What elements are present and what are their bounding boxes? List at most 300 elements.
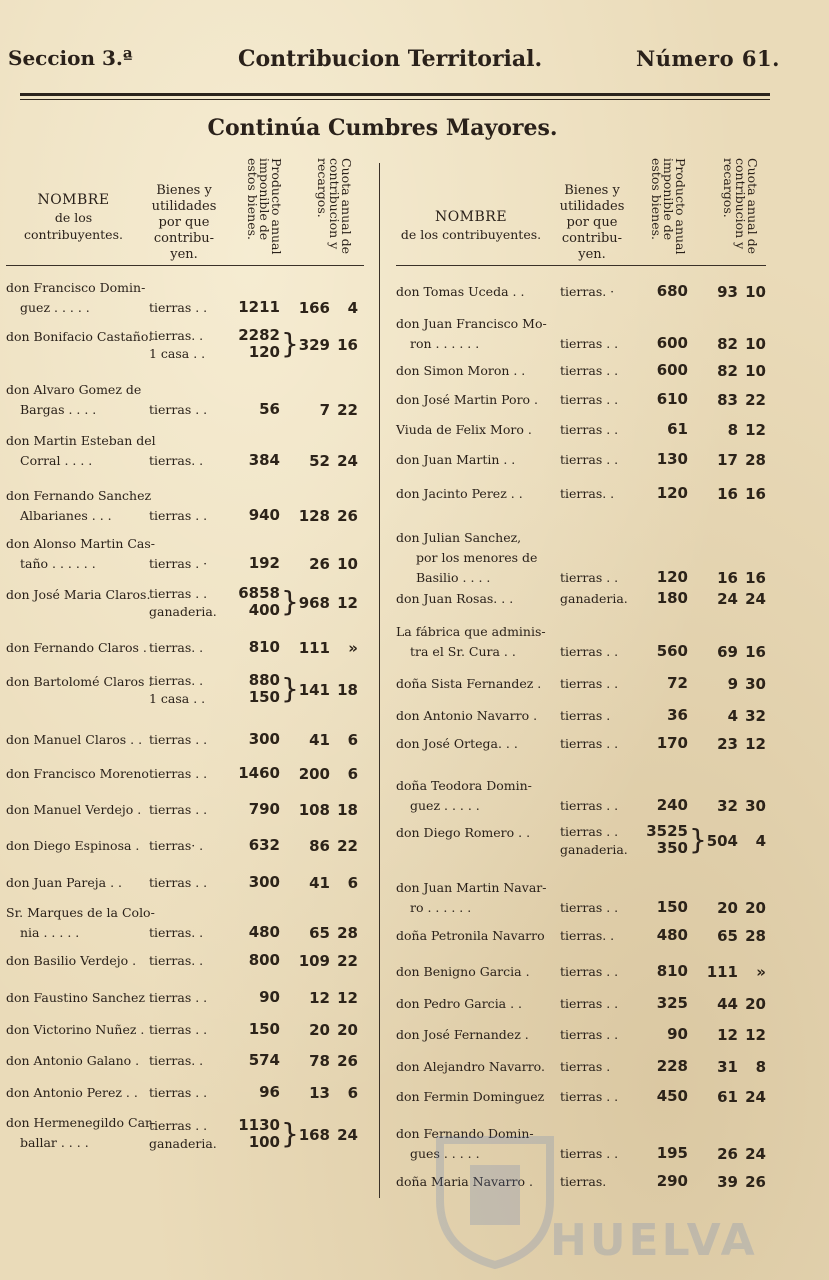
bienes-cell xyxy=(560,283,614,301)
contributor-name-line: taño . . . . . . xyxy=(20,556,96,571)
contributor-name-line: don José Ortega. . . xyxy=(396,736,518,751)
contributor-name xyxy=(396,589,513,609)
header-bienes xyxy=(556,183,628,263)
cuota-maravedis: 10 xyxy=(337,555,358,573)
contributor-name xyxy=(6,1020,144,1040)
page-number: Número 61. xyxy=(636,46,780,71)
producto-cell xyxy=(228,507,280,524)
watermark-text: HUELVA xyxy=(550,1215,758,1266)
contributor-name-line: doña Maria Navarro . xyxy=(396,1174,533,1189)
producto-cell xyxy=(636,421,688,438)
producto-value: 56 xyxy=(259,400,280,418)
cuota-reales: 26 xyxy=(309,555,330,573)
contributor-name-line: don Juan Pareja . . xyxy=(6,875,122,890)
locality-subtitle: Continúa Cumbres Mayores. xyxy=(207,115,558,141)
producto-value: 810 xyxy=(248,638,280,656)
contributor-name xyxy=(6,730,142,750)
cuota-maravedis: 26 xyxy=(337,507,358,525)
producto-cell xyxy=(636,797,688,814)
producto-value: 680 xyxy=(656,282,688,300)
cuota-reales: 16 xyxy=(717,485,738,503)
header-producto: Producto anual imponible de estos bienes. xyxy=(245,158,284,255)
contributor-name-line: tra el Sr. Cura . . xyxy=(410,644,516,659)
header-bienes-line: por que xyxy=(158,215,210,230)
table-row xyxy=(6,836,364,856)
cuota-maravedis: 12 xyxy=(337,989,358,1007)
producto-value: 790 xyxy=(248,800,280,818)
bienes-cell xyxy=(149,765,207,783)
contributor-name-line: don Alejandro Navarro. xyxy=(396,1059,545,1074)
contributor-name-line: don Fernando Sanchez xyxy=(6,488,152,503)
table-row xyxy=(6,585,364,621)
bienes-cell xyxy=(149,989,207,1007)
contributor-name-line: don Diego Romero . . xyxy=(396,825,531,840)
table-row xyxy=(396,420,766,440)
bienes-cell xyxy=(560,927,614,945)
table-row xyxy=(396,1057,766,1077)
producto-value: 150 xyxy=(248,688,280,706)
bienes-cell xyxy=(560,995,618,1013)
header-bienes-line: por que xyxy=(566,215,618,230)
contributor-name xyxy=(396,390,538,410)
cuota-maravedis: 6 xyxy=(347,765,358,783)
producto-cell xyxy=(228,1021,280,1038)
cuota-maravedis: 24 xyxy=(337,1126,358,1144)
contributor-name-line: don Jacinto Perez . . xyxy=(396,486,523,501)
bienes-value: ganaderia. xyxy=(149,1136,217,1151)
contributor-name xyxy=(6,380,141,420)
producto-cell xyxy=(636,283,688,300)
cuota-maravedis: 28 xyxy=(745,927,766,945)
contributor-name-line: don Manuel Verdejo . xyxy=(6,802,142,817)
table-row xyxy=(396,994,766,1014)
bienes-value: tierras . . xyxy=(560,996,619,1011)
table-row xyxy=(6,638,364,658)
table-row xyxy=(396,962,766,982)
cuota-reales: 504 xyxy=(706,832,738,850)
bienes-cell xyxy=(560,362,618,380)
table-row xyxy=(6,873,364,893)
producto-value: 36 xyxy=(667,706,688,724)
producto-cell xyxy=(228,672,280,706)
bienes-value: tierras . . xyxy=(560,676,619,691)
bienes-value: tierras . . xyxy=(560,644,619,659)
bienes-cell xyxy=(560,1026,618,1044)
bienes-value: tierras . . xyxy=(560,1146,619,1161)
producto-value: 1130 xyxy=(238,1116,280,1134)
cuota-maravedis: 16 xyxy=(745,643,766,661)
cuota-maravedis: 20 xyxy=(745,995,766,1013)
cuota-reales: 16 xyxy=(717,569,738,587)
header-cuota: Cuota anual de contribucion y recargos. xyxy=(721,158,760,254)
contributor-name-line: don Basilio Verdejo . xyxy=(6,953,137,968)
contributor-name xyxy=(396,674,541,694)
cuota-maravedis: 26 xyxy=(337,1052,358,1070)
bienes-cell xyxy=(560,797,618,815)
contributor-name-line: Bargas . . . . xyxy=(20,402,97,417)
producto-value: 384 xyxy=(248,451,280,469)
producto-cell xyxy=(228,837,280,854)
contributor-name xyxy=(396,282,524,302)
bienes-cell xyxy=(149,507,207,525)
cuota-reales: 108 xyxy=(298,801,330,819)
bienes-cell xyxy=(149,327,205,363)
cuota-maravedis: 8 xyxy=(755,1058,766,1076)
producto-cell xyxy=(636,590,688,607)
bienes-value: tierras. · xyxy=(560,284,615,299)
bienes-value: tierras. . xyxy=(149,953,204,968)
cuota-reales: 13 xyxy=(309,1084,330,1102)
contributor-name-line: doña Teodora Domin- xyxy=(396,778,532,793)
producto-cell xyxy=(228,924,280,941)
bienes-value: tierras . . xyxy=(560,452,619,467)
producto-cell xyxy=(636,569,688,586)
table-row xyxy=(396,674,766,694)
bienes-cell xyxy=(149,672,205,708)
contributor-name xyxy=(6,486,151,526)
contributor-name-line: guez . . . . . xyxy=(410,798,480,813)
contributor-name xyxy=(6,764,149,784)
cuota-maravedis: 24 xyxy=(337,452,358,470)
header-rule-thick xyxy=(20,93,770,96)
bienes-cell xyxy=(560,707,610,725)
contributor-name-line: don Victorino Nuñez . xyxy=(6,1022,145,1037)
header-bienes-line: utilidades xyxy=(559,199,625,214)
producto-value: 61 xyxy=(667,420,688,438)
producto-value: 800 xyxy=(248,951,280,969)
producto-cell xyxy=(228,401,280,418)
cuota-reales: 41 xyxy=(309,731,330,749)
cuota-reales: 9 xyxy=(727,675,738,693)
cuota-maravedis: 22 xyxy=(337,401,358,419)
producto-value: 350 xyxy=(656,839,688,857)
cuota-reales: 968 xyxy=(298,594,330,612)
producto-value: 120 xyxy=(656,568,688,586)
contributor-name-line: don Fermin Dominguez xyxy=(396,1089,545,1104)
table-row xyxy=(6,903,364,943)
producto-value: 180 xyxy=(656,589,688,607)
bienes-cell xyxy=(149,1021,207,1039)
cuota-maravedis: 28 xyxy=(745,451,766,469)
contributor-name-line: don Francisco Domin- xyxy=(6,280,146,295)
table-row xyxy=(396,282,766,302)
contributor-name xyxy=(396,622,546,662)
bienes-cell xyxy=(560,1088,618,1106)
bienes-value: tierras. . xyxy=(149,640,204,655)
producto-value: 96 xyxy=(259,1083,280,1101)
cuota-reales: 41 xyxy=(309,874,330,892)
bienes-value: tierras . . xyxy=(560,570,619,585)
contributor-name-line: don Bartolomé Claros . xyxy=(6,674,153,689)
table-row xyxy=(396,926,766,946)
cuota-reales: 65 xyxy=(717,927,738,945)
cuota-maravedis: 30 xyxy=(745,797,766,815)
bienes-cell xyxy=(149,639,203,657)
bienes-value: tierras . . xyxy=(560,964,619,979)
table-row xyxy=(6,278,364,318)
contributor-name-line: nia . . . . . xyxy=(20,925,80,940)
cuota-maravedis: 22 xyxy=(337,952,358,970)
producto-value: 1211 xyxy=(238,298,280,316)
cuota-maravedis: 12 xyxy=(745,735,766,753)
table-row xyxy=(6,486,364,526)
header-bienes-line: yen. xyxy=(578,247,606,262)
bienes-cell xyxy=(149,585,217,621)
cuota-maravedis: 10 xyxy=(745,283,766,301)
bienes-cell xyxy=(149,801,207,819)
contributor-name-line: don Julian Sanchez, xyxy=(396,530,522,545)
bienes-value: tierras . . xyxy=(560,798,619,813)
contributor-name xyxy=(6,638,147,658)
contributor-name xyxy=(396,1087,544,1107)
bienes-value: tierras . . xyxy=(149,1118,208,1133)
producto-value: 940 xyxy=(248,506,280,524)
header-rule-thin xyxy=(20,99,770,100)
producto-value: 480 xyxy=(248,923,280,941)
crest-icon xyxy=(430,1120,560,1270)
cuota-maravedis: 20 xyxy=(745,899,766,917)
bienes-value: 1 casa . . xyxy=(149,346,206,361)
contributor-name-line: don Juan Martin . . xyxy=(396,452,516,467)
header-producto: Producto anual imponible de estos bienes. xyxy=(649,158,688,255)
cuota-maravedis: 28 xyxy=(337,924,358,942)
contributor-name xyxy=(396,926,545,946)
cuota-reales: 12 xyxy=(717,1026,738,1044)
producto-value: 450 xyxy=(656,1087,688,1105)
contributor-name xyxy=(396,1025,529,1045)
contributor-name-line: Albarianes . . . xyxy=(20,508,112,523)
bienes-value: ganaderia. xyxy=(149,604,217,619)
contributor-name-line: don Hermenegildo Car- xyxy=(6,1115,156,1130)
contributor-name xyxy=(6,327,152,347)
bienes-value: tierras . . xyxy=(149,1022,208,1037)
producto-value: 290 xyxy=(656,1172,688,1190)
table-row xyxy=(6,1020,364,1040)
cuota-reales: 111 xyxy=(706,963,738,981)
producto-value: 90 xyxy=(259,988,280,1006)
contributor-name-line: don Tomas Uceda . . xyxy=(396,284,525,299)
table-row xyxy=(396,622,766,662)
contributor-name xyxy=(396,450,515,470)
bienes-cell xyxy=(560,335,618,353)
contributor-name xyxy=(6,672,152,692)
cuota-maravedis: 26 xyxy=(745,1173,766,1191)
cuota-maravedis: 16 xyxy=(745,569,766,587)
producto-cell xyxy=(228,731,280,748)
producto-value: 150 xyxy=(248,1020,280,1038)
producto-value: 3525 xyxy=(646,822,688,840)
cuota-reales: 26 xyxy=(717,1145,738,1163)
contributor-name xyxy=(396,1057,545,1077)
contributor-name-line: Sr. Marques de la Colo- xyxy=(6,905,155,920)
cuota-maravedis: 24 xyxy=(745,1088,766,1106)
table-row xyxy=(396,1087,766,1107)
producto-value: 325 xyxy=(656,994,688,1012)
bienes-value: tierras. . xyxy=(149,453,204,468)
section-label: Seccion 3.ª xyxy=(8,46,133,70)
producto-value: 574 xyxy=(248,1051,280,1069)
producto-cell xyxy=(636,899,688,916)
table-row xyxy=(396,390,766,410)
contributor-name-line: don Diego Espinosa . xyxy=(6,838,140,853)
table-row xyxy=(396,450,766,470)
header-bienes-line: Bienes y xyxy=(564,183,620,198)
bienes-value: tierras . . xyxy=(560,736,619,751)
contributor-name-line: don Fernando Claros . xyxy=(6,640,147,655)
contributor-name-line: don Bonifacio Castaño. xyxy=(6,329,153,344)
cuota-reales: 17 xyxy=(717,451,738,469)
cuota-reales: 329 xyxy=(298,336,330,354)
cuota-reales: 78 xyxy=(309,1052,330,1070)
producto-cell xyxy=(636,485,688,502)
bienes-value: tierras. . xyxy=(560,486,615,501)
bienes-cell xyxy=(149,452,203,470)
producto-cell xyxy=(228,952,280,969)
bienes-value: tierras . . xyxy=(560,422,619,437)
cuota-reales: 24 xyxy=(717,590,738,608)
cuota-maravedis: » xyxy=(348,639,358,657)
bienes-cell xyxy=(560,963,618,981)
brace-icon: } xyxy=(281,585,299,618)
cuota-reales: 20 xyxy=(717,899,738,917)
bienes-value: tierras . . xyxy=(149,300,208,315)
producto-cell xyxy=(636,362,688,379)
contributor-name xyxy=(6,988,153,1008)
contributor-name xyxy=(6,1113,155,1153)
contributor-name xyxy=(6,800,141,820)
contributor-name xyxy=(396,484,523,504)
header-bienes xyxy=(148,183,220,263)
bienes-value: tierras . . xyxy=(560,1027,619,1042)
cuota-maravedis: 12 xyxy=(745,1026,766,1044)
cuota-reales: 111 xyxy=(298,639,330,657)
contributor-name-line: don Juan Rosas. . . xyxy=(396,591,514,606)
contributor-name xyxy=(6,431,156,471)
contributor-name-line: don Simon Moron . . xyxy=(396,363,526,378)
contributor-name xyxy=(6,278,145,318)
cuota-reales: 39 xyxy=(717,1173,738,1191)
cuota-reales: 141 xyxy=(298,681,330,699)
producto-value: 100 xyxy=(248,1133,280,1151)
producto-value: 600 xyxy=(656,334,688,352)
table-row xyxy=(6,951,364,971)
brace-icon: } xyxy=(689,823,707,856)
cuota-reales: 52 xyxy=(309,452,330,470)
bienes-cell xyxy=(560,899,618,917)
bienes-cell xyxy=(149,401,207,419)
contributor-name xyxy=(396,706,537,726)
contributor-name xyxy=(396,776,532,816)
contributor-name-line: don José Martin Poro . xyxy=(396,392,539,407)
contributor-name xyxy=(6,1083,138,1103)
cuota-maravedis: 12 xyxy=(745,421,766,439)
bienes-value: tierras . . xyxy=(149,586,208,601)
table-row xyxy=(396,823,766,859)
cuota-maravedis: 24 xyxy=(745,1145,766,1163)
cuota-maravedis: 22 xyxy=(337,837,358,855)
bienes-value: tierras . · xyxy=(149,556,208,571)
table-row xyxy=(6,380,364,420)
cuota-reales: 69 xyxy=(717,643,738,661)
cuota-reales: 61 xyxy=(717,1088,738,1106)
cuota-maravedis: » xyxy=(756,963,766,981)
contributor-name-line: don Francisco Moreno xyxy=(6,766,149,781)
header-bienes-line: contribu- xyxy=(561,231,623,246)
producto-cell xyxy=(636,643,688,660)
header-nombre-title: NOMBRE xyxy=(37,192,110,208)
cuota-maravedis: 32 xyxy=(745,707,766,725)
bienes-cell xyxy=(560,485,614,503)
producto-value: 90 xyxy=(667,1025,688,1043)
table-row xyxy=(6,534,364,574)
table-row xyxy=(6,431,364,471)
producto-value: 120 xyxy=(656,484,688,502)
contributor-name-line: Basilio . . . . xyxy=(416,570,491,585)
producto-cell xyxy=(636,995,688,1012)
cuota-maravedis: 4 xyxy=(347,299,358,317)
right-table-header xyxy=(396,150,766,266)
contributor-name xyxy=(6,873,122,893)
brace-icon: } xyxy=(281,672,299,705)
bienes-cell xyxy=(560,391,618,409)
table-row xyxy=(396,878,766,918)
contributor-name-line: don Manuel Claros . . xyxy=(6,732,143,747)
cuota-reales: 44 xyxy=(717,995,738,1013)
right-table xyxy=(396,150,766,1191)
contributor-name-line: don Pedro Garcia . . xyxy=(396,996,523,1011)
bienes-cell xyxy=(560,823,628,859)
bienes-cell xyxy=(560,590,628,608)
contributor-name-line: don Juan Francisco Mo- xyxy=(396,316,547,331)
producto-value: 240 xyxy=(656,796,688,814)
brace-icon: } xyxy=(281,1117,299,1150)
cuota-maravedis: 22 xyxy=(745,391,766,409)
header-nombre-title: NOMBRE xyxy=(434,209,508,225)
bienes-value: tierras . . xyxy=(149,732,208,747)
contributor-name xyxy=(6,585,150,605)
producto-cell xyxy=(636,1088,688,1105)
bienes-cell xyxy=(149,924,203,942)
cuota-reales: 86 xyxy=(309,837,330,855)
producto-cell xyxy=(228,989,280,1006)
producto-value: 810 xyxy=(656,962,688,980)
bienes-value: 1 casa . . xyxy=(149,691,206,706)
contributor-name xyxy=(396,823,530,843)
bienes-cell xyxy=(149,555,207,573)
bienes-cell xyxy=(149,731,207,749)
table-row xyxy=(6,1113,364,1153)
header-nombre xyxy=(6,192,141,243)
producto-cell xyxy=(228,639,280,656)
producto-cell xyxy=(636,927,688,944)
bienes-cell xyxy=(149,874,207,892)
header-cuota: Cuota anual de contribucion y recargos. xyxy=(315,158,354,254)
cuota-reales: 82 xyxy=(717,362,738,380)
producto-cell xyxy=(636,1058,688,1075)
bienes-value: tierras . . xyxy=(560,363,619,378)
cuota-maravedis: 4 xyxy=(755,832,766,850)
table-row xyxy=(396,706,766,726)
producto-value: 130 xyxy=(656,450,688,468)
header-bienes-line: Bienes y xyxy=(156,183,212,198)
brace-icon: } xyxy=(281,327,299,360)
bienes-value: tierras . . xyxy=(560,392,619,407)
cuota-maravedis: 18 xyxy=(337,801,358,819)
contributor-name xyxy=(396,361,525,381)
left-table-header xyxy=(6,150,364,266)
table-row xyxy=(396,1025,766,1045)
bienes-cell xyxy=(560,421,618,439)
